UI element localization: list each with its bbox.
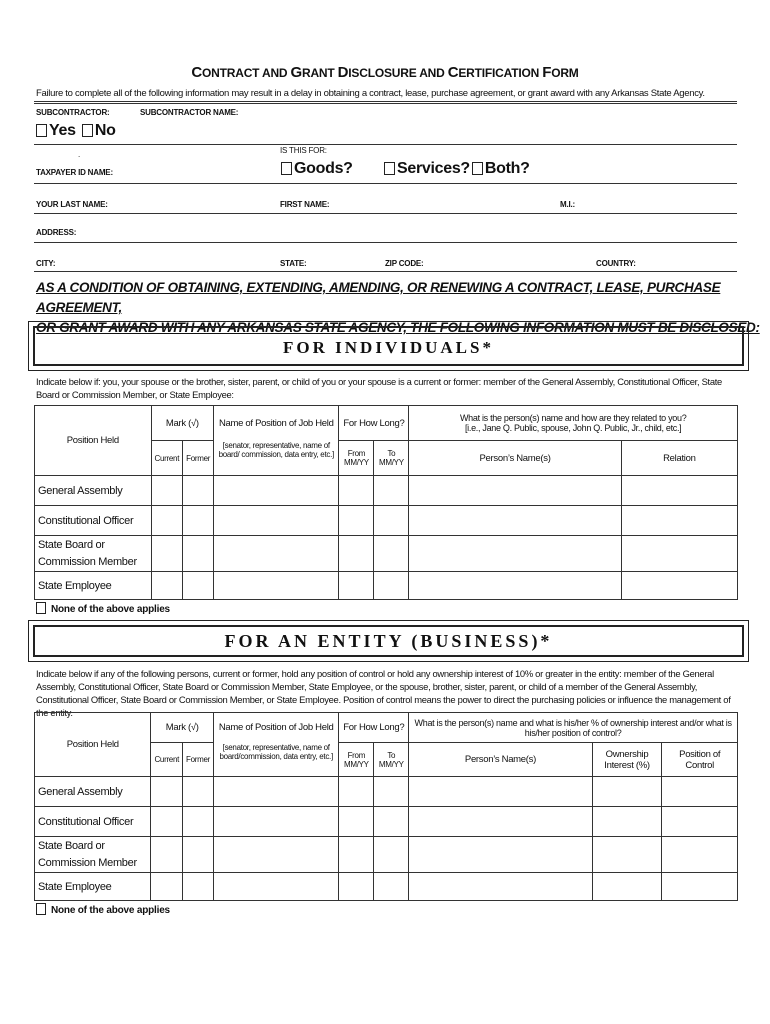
current-cell[interactable] (151, 506, 183, 536)
former-cell[interactable] (183, 777, 214, 807)
to-cell[interactable] (374, 777, 409, 807)
services-option: Services? Both? (384, 160, 530, 178)
mark-header: Mark (√) (151, 713, 214, 743)
dot-mark: . (78, 150, 81, 159)
job-cell[interactable] (214, 807, 339, 837)
entity-none-option: None of the above applies (36, 903, 170, 916)
entity-instructions: Indicate below if any of the following persons, current or former, hold any position of control or hold any ownership interest of 10% or greater in the entity: member of the General Assembly, Constitutional Officer, State Board or Commission Member, State Employee, or the spouse, brother, sister, parent, or child of a member of the General Assembly, Constitutional Officer, State Board or Commission Member, or State Employee. Position of control means the power to direct the purchasing policies or influence the management of the entity. (36, 668, 731, 718)
names-cell[interactable] (409, 807, 592, 837)
ownership-cell[interactable] (592, 837, 662, 873)
yes-checkbox[interactable] (36, 124, 47, 137)
individuals-banner (28, 321, 749, 371)
form-title: CONTRACT AND GRANT DISCLOSURE AND CERTIFICATION FORM (191, 64, 579, 81)
state-label: STATE: (280, 259, 307, 268)
to-header: To MM/YY (374, 441, 409, 476)
relation-cell[interactable] (621, 506, 737, 536)
control-header: Position of Control (662, 743, 738, 777)
to-cell[interactable] (374, 572, 409, 600)
mark-header: Mark (√) (151, 406, 214, 441)
table-row (35, 807, 738, 837)
job-hint: [senator, representative, name of board/ commission, data entry, etc.] (214, 441, 339, 476)
job-cell[interactable] (214, 873, 339, 901)
current-header: Current (151, 743, 183, 777)
subcontractor-choice: Yes No (36, 122, 116, 140)
table-row (35, 873, 738, 901)
city-label: CITY: (36, 259, 56, 268)
to-cell[interactable] (374, 536, 409, 572)
control-cell[interactable] (662, 873, 738, 901)
names-cell[interactable] (409, 873, 592, 901)
current-cell[interactable] (151, 837, 183, 873)
job-name-header: Name of Position of Job Held (214, 406, 339, 441)
taxpayer-id-label: TAXPAYER ID NAME: (36, 168, 113, 177)
former-cell[interactable] (183, 572, 214, 600)
from-cell[interactable] (339, 506, 374, 536)
services-checkbox[interactable] (384, 162, 395, 175)
address-label: ADDRESS: (36, 228, 77, 237)
divider (34, 213, 737, 214)
ownership-cell[interactable] (592, 873, 662, 901)
from-cell[interactable] (339, 807, 374, 837)
former-header: Former (183, 441, 214, 476)
current-cell[interactable] (151, 572, 183, 600)
from-cell[interactable] (339, 873, 374, 901)
individuals-none-checkbox[interactable] (36, 602, 46, 614)
subcontractor-label: SUBCONTRACTOR: (36, 108, 110, 117)
row-label: State Employee (35, 873, 151, 901)
job-cell[interactable] (214, 536, 339, 572)
names-cell[interactable] (409, 572, 621, 600)
divider (34, 144, 737, 145)
both-checkbox[interactable] (472, 162, 483, 175)
entity-none-checkbox[interactable] (36, 903, 46, 915)
former-cell[interactable] (183, 506, 214, 536)
from-cell[interactable] (339, 777, 374, 807)
subcontractor-name-label: SUBCONTRACTOR NAME: (140, 108, 239, 117)
job-cell[interactable] (214, 777, 339, 807)
disclosure-condition: AS A CONDITION OF OBTAINING, EXTENDING, AMENDING, OR RENEWING A CONTRACT, LEASE, PURCHASE AGREEMENT, OR GRANT AWARD WITH ANY ARKANSAS STATE AGENCY, THE FOLLOWING INFORMATION MUST BE DISCLOSED: (36, 280, 760, 335)
table-row (35, 506, 738, 536)
table-row (35, 837, 738, 873)
names-cell[interactable] (409, 837, 592, 873)
table-row (35, 777, 738, 807)
job-cell[interactable] (214, 506, 339, 536)
former-cell[interactable] (183, 873, 214, 901)
first-name-label: FIRST NAME: (280, 200, 330, 209)
control-cell[interactable] (662, 837, 738, 873)
zip-label: ZIP CODE: (385, 259, 424, 268)
individuals-banner-title: FOR INDIVIDUALS* (283, 338, 494, 357)
row-label: General Assembly (35, 476, 152, 506)
row-label: Constitutional Officer (35, 807, 151, 837)
row-label: State Board or Commission Member (35, 837, 151, 873)
names-cell[interactable] (409, 506, 621, 536)
mi-label: M.I.: (560, 200, 575, 209)
persons-names-header: Person’s Name(s) (409, 743, 592, 777)
no-checkbox[interactable] (82, 124, 93, 137)
table-row (35, 536, 738, 572)
to-cell[interactable] (374, 506, 409, 536)
individuals-none-option: None of the above applies (36, 602, 170, 615)
to-cell[interactable] (374, 807, 409, 837)
from-cell[interactable] (339, 536, 374, 572)
former-cell[interactable] (183, 807, 214, 837)
job-name-header: Name of Position of Job Held (214, 713, 339, 743)
ownership-cell[interactable] (592, 777, 662, 807)
entity-table (34, 712, 738, 901)
ownership-header: Ownership Interest (%) (592, 743, 662, 777)
to-cell[interactable] (374, 837, 409, 873)
persons-names-header: Person’s Name(s) (409, 441, 621, 476)
table-row (35, 476, 738, 506)
is-this-for-label: IS THIS FOR: (280, 146, 327, 155)
position-held-header: Position Held (35, 406, 152, 476)
relation-header: Relation (621, 441, 737, 476)
job-cell[interactable] (214, 476, 339, 506)
former-header: Former (183, 743, 214, 777)
row-label: State Board or Commission Member (35, 536, 152, 572)
row-label: General Assembly (35, 777, 151, 807)
row-label: State Employee (35, 572, 152, 600)
from-header: From MM/YY (339, 743, 374, 777)
individuals-instructions: Indicate below if: you, your spouse or the brother, sister, parent, or child of you or your spouse is a current or former: member of the General Assembly, Constitutional Officer, State Board or Commission Member, or State Employee: (36, 376, 722, 400)
from-cell[interactable] (339, 837, 374, 873)
current-cell[interactable] (151, 807, 183, 837)
how-long-header: For How Long? (339, 406, 409, 441)
job-cell[interactable] (214, 572, 339, 600)
former-cell[interactable] (183, 536, 214, 572)
ownership-cell[interactable] (592, 807, 662, 837)
entity-banner (28, 620, 749, 662)
names-cell[interactable] (409, 777, 592, 807)
goods-option: Goods? (281, 160, 353, 178)
divider (34, 242, 737, 243)
to-cell[interactable] (374, 476, 409, 506)
control-cell[interactable] (662, 777, 738, 807)
position-held-header: Position Held (35, 713, 151, 777)
job-hint: [senator, representative, name of board/commission, data entry, etc.] (214, 743, 339, 777)
relation-cell[interactable] (621, 536, 737, 572)
from-cell[interactable] (339, 476, 374, 506)
job-cell[interactable] (214, 837, 339, 873)
current-header: Current (151, 441, 183, 476)
entity-banner-title: FOR AN ENTITY (BUSINESS)* (224, 631, 553, 651)
ownership-question-header: What is the person(s) name and what is his/her % of ownership interest and/or what is his/her position of control? (409, 713, 738, 743)
to-cell[interactable] (374, 873, 409, 901)
table-row (35, 572, 738, 600)
form-notice: Failure to complete all of the following information may result in a delay in obtaining a contract, lease, purchase agreement, or grant award with any Arkansas State Agency. (36, 88, 705, 99)
former-cell[interactable] (183, 837, 214, 873)
names-cell[interactable] (409, 476, 621, 506)
current-cell[interactable] (151, 536, 183, 572)
country-label: COUNTRY: (596, 259, 636, 268)
current-cell[interactable] (151, 777, 183, 807)
relation-question-header: What is the person(s) name and how are they related to you? [i.e., Jane Q. Public, spouse, John Q. Public, Jr., child, etc.] (409, 406, 738, 441)
relation-cell[interactable] (621, 572, 737, 600)
divider (34, 101, 737, 104)
from-cell[interactable] (339, 572, 374, 600)
how-long-header: For How Long? (339, 713, 409, 743)
last-name-label: YOUR LAST NAME: (36, 200, 108, 209)
names-cell[interactable] (409, 536, 621, 572)
goods-checkbox[interactable] (281, 162, 292, 175)
individuals-table (34, 405, 738, 600)
divider (34, 183, 737, 184)
divider (34, 271, 737, 272)
row-label: Constitutional Officer (35, 506, 152, 536)
former-cell[interactable] (183, 476, 214, 506)
current-cell[interactable] (151, 873, 183, 901)
current-cell[interactable] (151, 476, 183, 506)
control-cell[interactable] (662, 807, 738, 837)
to-header: To MM/YY (374, 743, 409, 777)
relation-cell[interactable] (621, 476, 737, 506)
from-header: From MM/YY (339, 441, 374, 476)
